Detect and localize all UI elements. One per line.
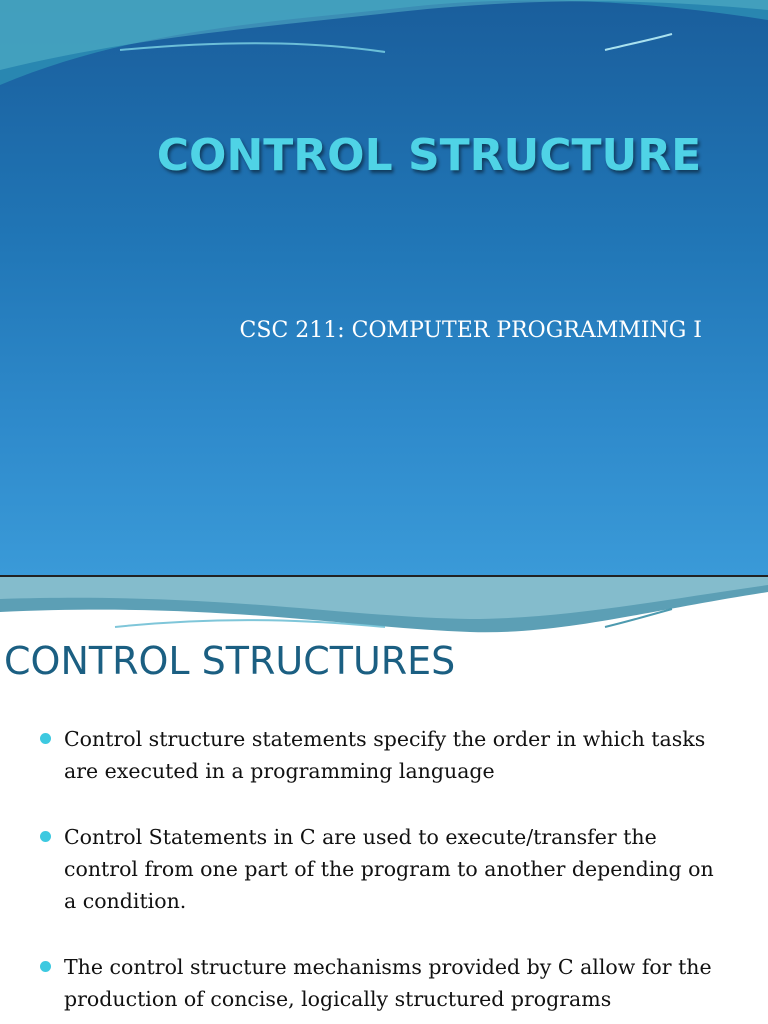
slide-title: CONTROL STRUCTURE	[156, 130, 702, 181]
bullet-text: Control structure statements specify the order in which tasks are executed in a programming language	[64, 727, 706, 783]
list-item	[40, 723, 730, 787]
bullet-text: The control structure mechanisms provided by C allow for the production of concise, logically structured programs	[64, 955, 712, 1011]
bullet-dot-icon	[40, 733, 51, 744]
bullet-list	[40, 723, 730, 1024]
slide-subtitle: CSC 211: COMPUTER PROGRAMMING I	[239, 318, 702, 343]
list-item	[40, 951, 730, 1015]
list-item	[40, 821, 730, 917]
bullet-dot-icon	[40, 831, 51, 842]
content-slide	[0, 577, 768, 1024]
decorative-wave-top	[0, 0, 768, 110]
slide-title: CONTROL STRUCTURES	[4, 639, 456, 683]
bullet-text: Control Statements in C are used to execute/transfer the control from one part of the program to another depending on a condition.	[64, 825, 714, 913]
bullet-dot-icon	[40, 961, 51, 972]
